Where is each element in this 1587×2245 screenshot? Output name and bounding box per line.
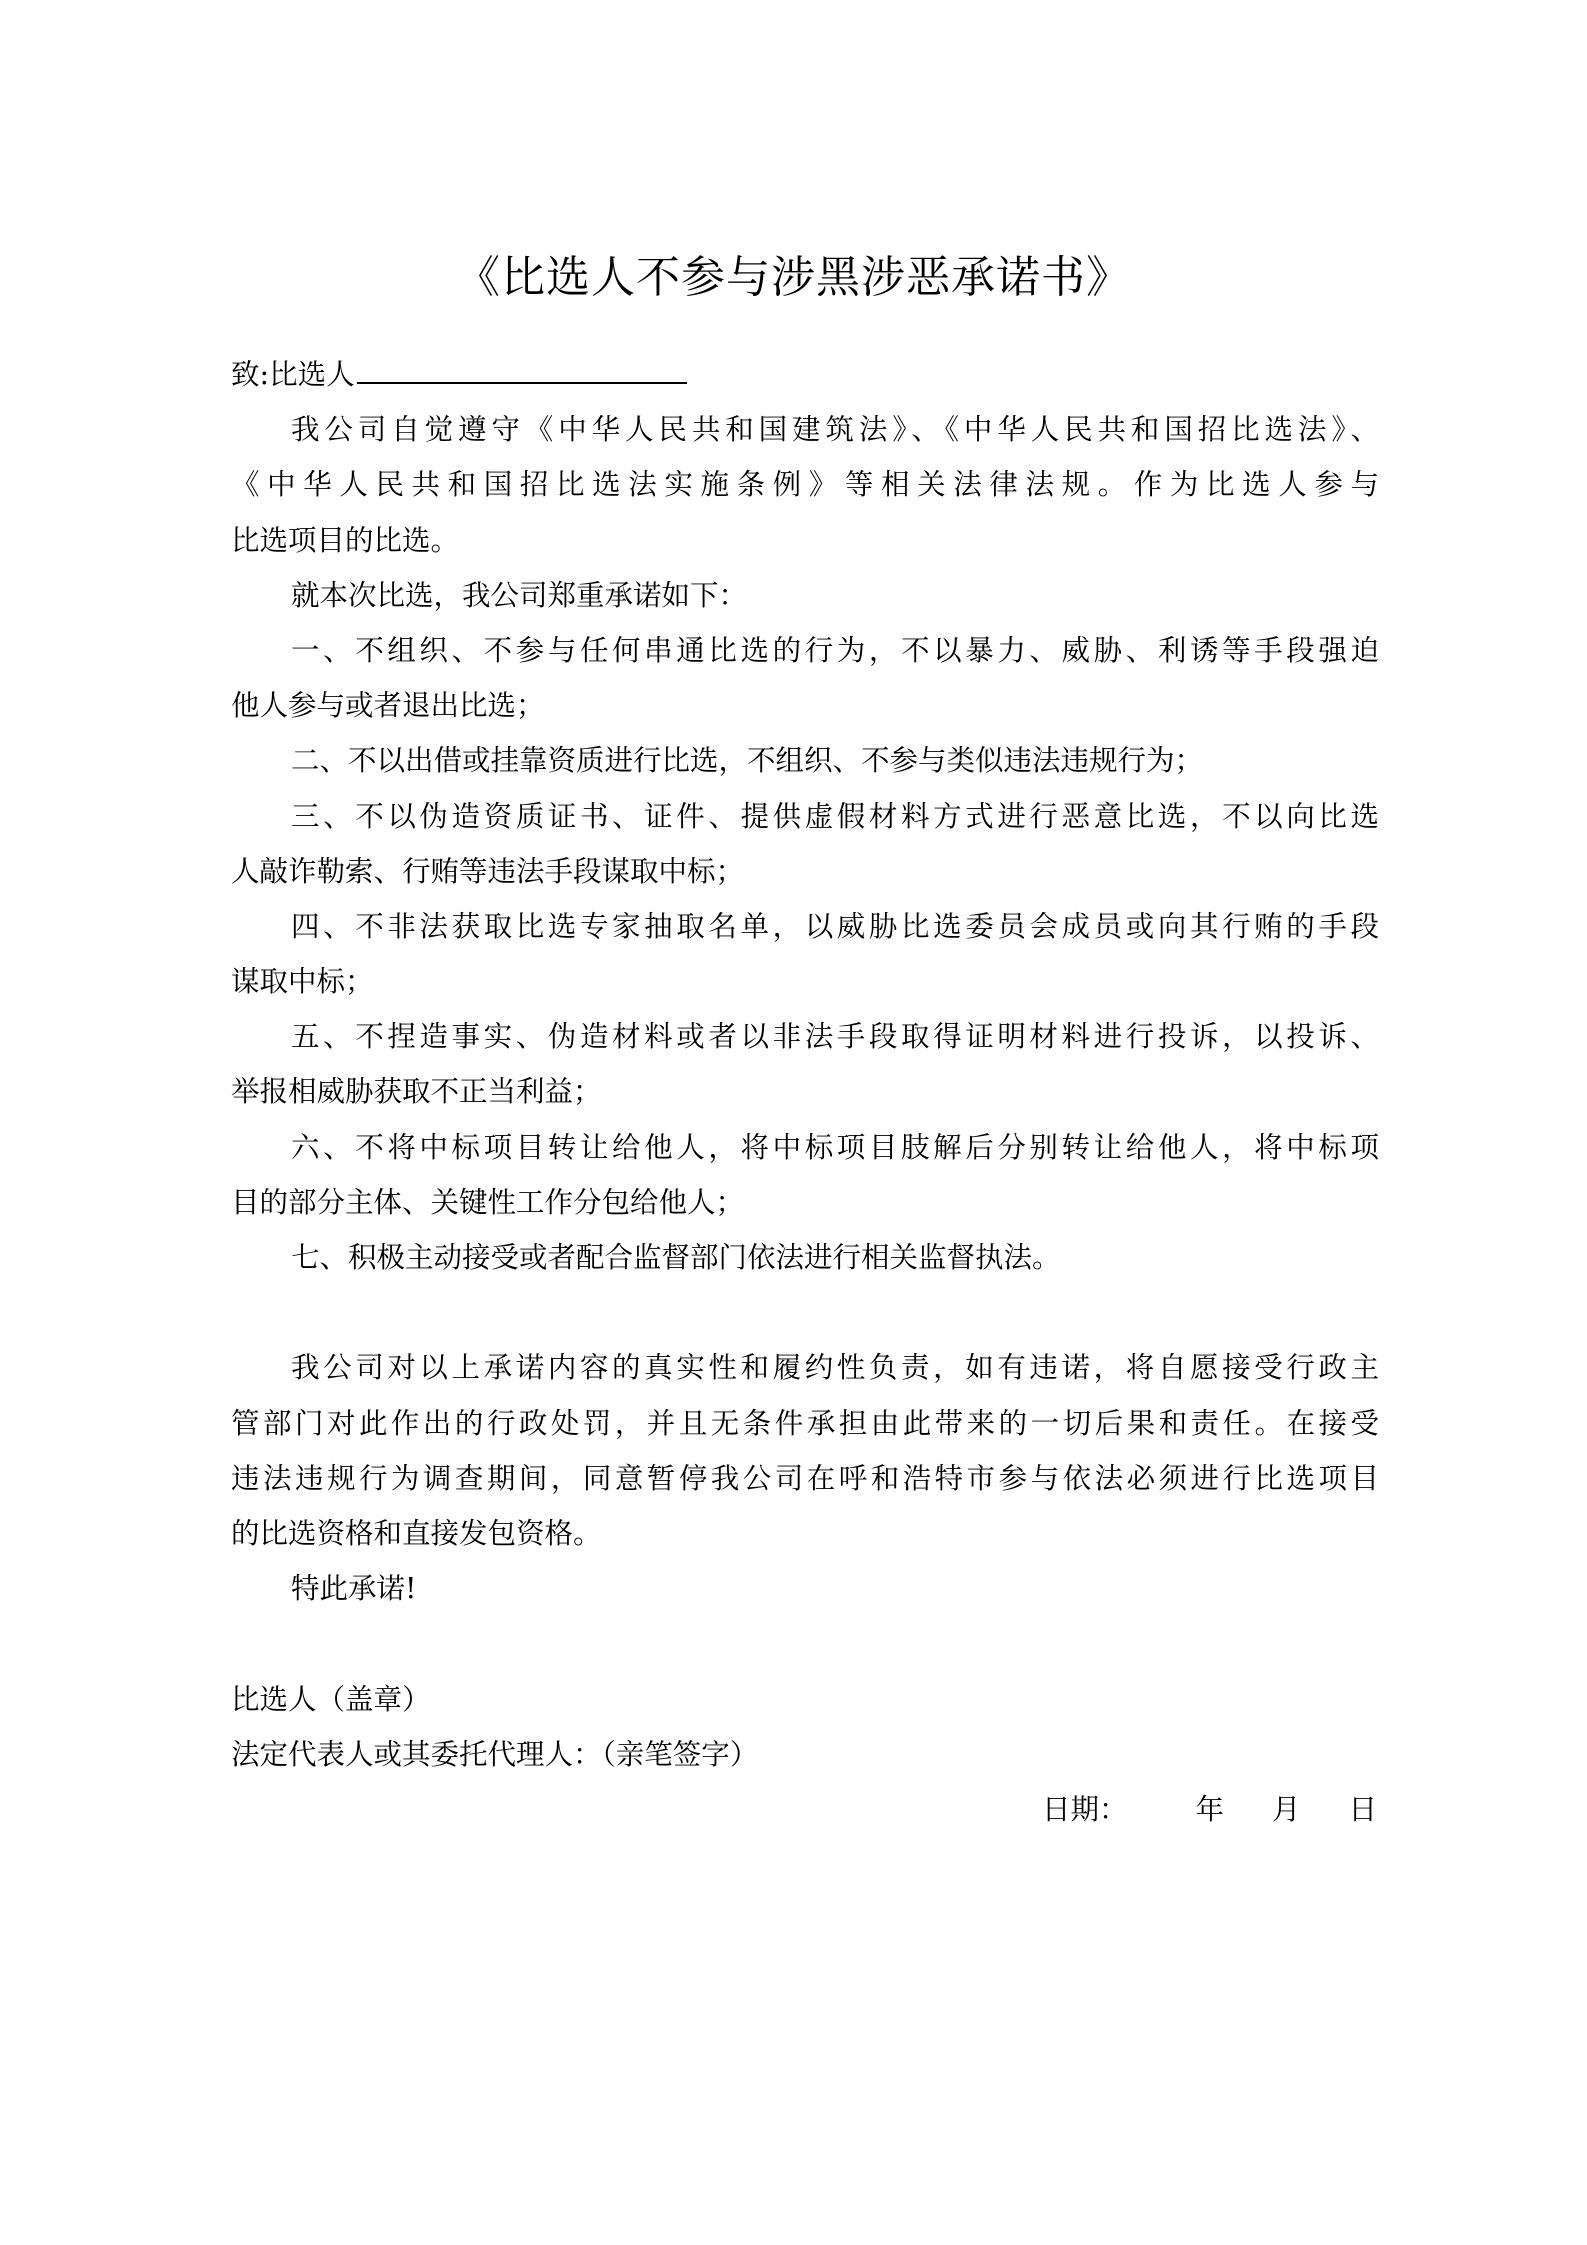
- spacer: [231, 1616, 1379, 1671]
- intro-line-3: 比选项目的比选。: [231, 523, 460, 557]
- document-title: 《比选人不参与涉黑涉恶承诺书》: [456, 252, 1131, 303]
- addressee-line: [231, 347, 1379, 402]
- intro-line-2: 《中华人民共和国招比选法实施条例》等相关法律法规。作为比选人参与: [231, 468, 1379, 502]
- responsibility-line-4: 的比选资格和直接发包资格。: [231, 1516, 602, 1550]
- date-month: 月: [1271, 1792, 1301, 1826]
- date-line: [231, 1782, 1379, 1837]
- item-2-line-1: 二、不以出借或挂靠资质进行比选，不组织、不参与类似违法违规行为；: [291, 744, 1204, 778]
- representative-signature-line: 法定代表人或其委托代理人：（亲笔签字）: [231, 1737, 759, 1771]
- spacer: [231, 1285, 1379, 1340]
- addressee-label: 致:比选人: [231, 358, 355, 391]
- responsibility-line-2: 管部门对此作出的行政处罚，并且无条件承担由此带来的一切后果和责任。在接受: [231, 1406, 1379, 1440]
- responsibility-line-3: 违法违规行为调查期间，同意暂停我公司在呼和浩特市参与依法必须进行比选项目: [231, 1461, 1379, 1495]
- item-7-line-1: 七、积极主动接受或者配合监督部门依法进行相关监督执法。: [291, 1241, 1061, 1274]
- item-3-line-1: 三、不以伪造资质证书、证件、提供虚假材料方式进行恶意比选，不以向比选: [291, 799, 1379, 833]
- item-1-line-2: 他人参与或者退出比选；: [231, 689, 545, 723]
- document-body: [231, 347, 1379, 1837]
- item-3-line-2: 人敲诈勒索、行贿等违法手段谋取中标；: [231, 854, 745, 888]
- date-year: 年: [1195, 1792, 1224, 1826]
- commitment-intro: 就本次比选，我公司郑重承诺如下：: [291, 578, 748, 612]
- addressee-blank-line: [357, 352, 687, 384]
- responsibility-line-1: 我公司对以上承诺内容的真实性和履约性负责，如有违诺，将自愿接受行政主: [291, 1351, 1379, 1385]
- item-5-line-2: 举报相威胁获取不正当利益；: [231, 1075, 602, 1109]
- closing-statement: 特此承诺!: [291, 1572, 417, 1606]
- bidder-seal-line: 比选人（盖章）: [231, 1682, 431, 1716]
- item-1-line-1: 一、不组织、不参与任何串通比选的行为，不以暴力、威胁、利诱等手段强迫: [291, 633, 1379, 667]
- item-4-line-1: 四、不非法获取比选专家抽取名单，以威胁比选委员会成员或向其行贿的手段: [291, 909, 1379, 943]
- date-label: 日期：: [1041, 1792, 1128, 1826]
- date-day: 日: [1348, 1792, 1377, 1826]
- item-6-line-1: 六、不将中标项目转让给他人，将中标项目肢解后分别转让给他人，将中标项: [291, 1130, 1379, 1164]
- item-4-line-2: 谋取中标；: [231, 965, 374, 999]
- intro-line-1: 我公司自觉遵守《中华人民共和国建筑法》、《中华人民共和国招比选法》、: [291, 413, 1379, 447]
- item-5-line-1: 五、不捏造事实、伪造材料或者以非法手段取得证明材料进行投诉，以投诉、: [291, 1020, 1379, 1054]
- item-6-line-2: 目的部分主体、关键性工作分包给他人；: [231, 1185, 745, 1219]
